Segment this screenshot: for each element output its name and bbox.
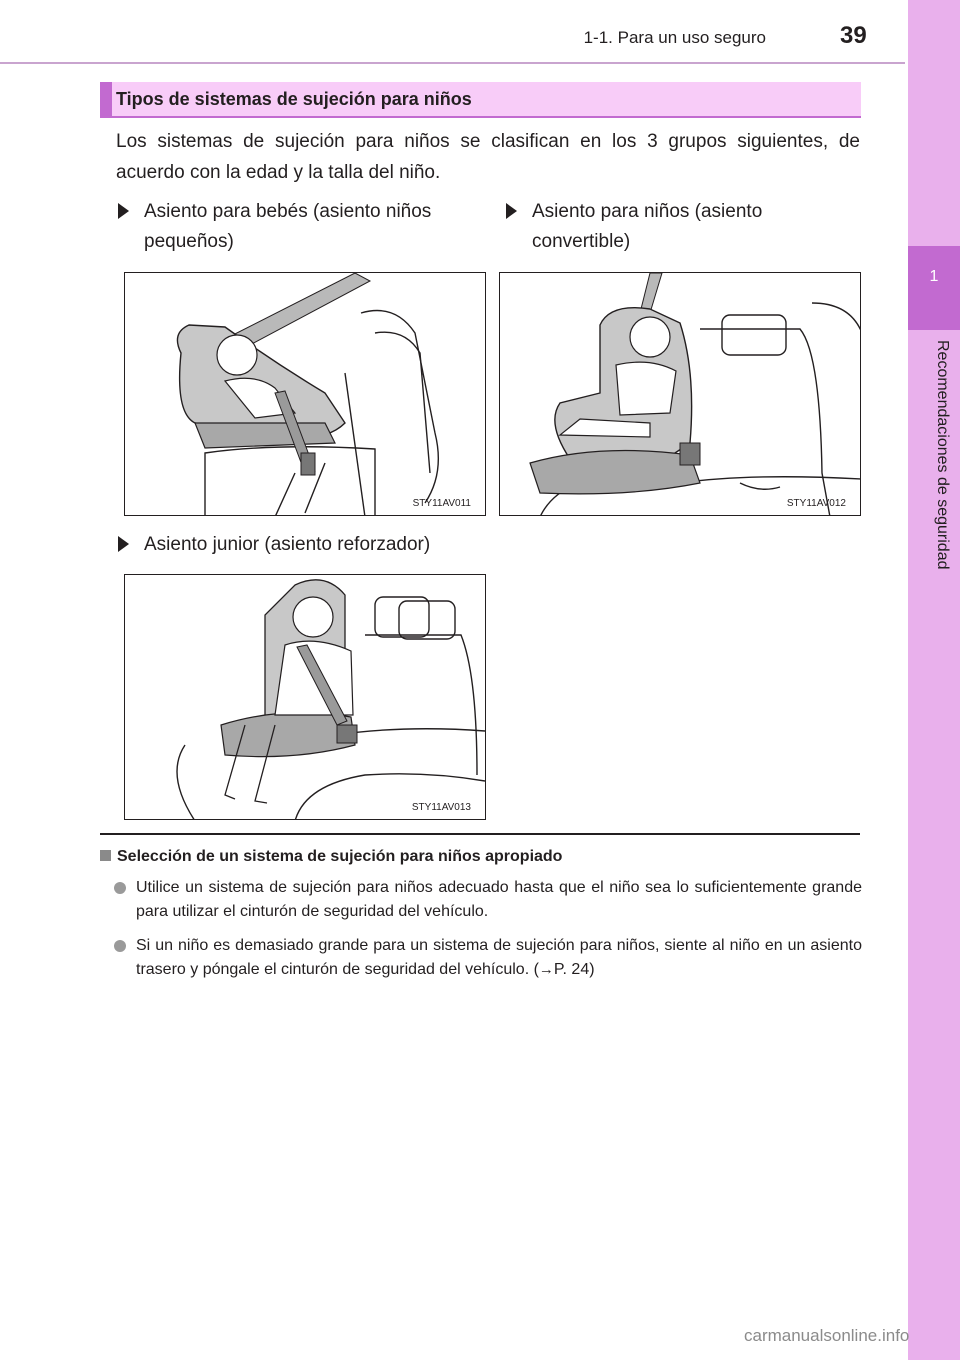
figure-infant-seat	[124, 272, 486, 516]
circle-bullet-icon	[114, 882, 126, 894]
right-arrow-icon: →	[538, 961, 554, 978]
figure-caption-convertible	[506, 197, 856, 257]
convertible-seat-illustration	[500, 273, 861, 516]
bullet-item	[114, 934, 862, 982]
section-title-bar	[100, 82, 861, 118]
bullet-text: Utilice un sistema de sujeción para niños adecuado hasta que el niño sea lo suficientemente grande para utilizar el cinturón de seguridad del vehículo.	[136, 879, 862, 920]
infant-seat-illustration	[125, 273, 486, 516]
figure-booster-seat	[124, 574, 486, 820]
caption-line: convertible)	[532, 231, 631, 252]
bullet-text: Si un niño es demasiado grande para un sistema de sujeción para niños, siente al niño en un asiento trasero y póngale el cinturón de seguridad del vehículo. (	[136, 937, 862, 978]
watermark: carmanualsonline.info	[744, 1326, 910, 1345]
figure-code: STY11AV012	[786, 498, 846, 509]
chapter-side-tab	[908, 0, 960, 1360]
figure-caption-booster	[118, 530, 480, 560]
caption-line: Asiento para niños (asiento	[532, 201, 763, 222]
subsection-heading	[100, 848, 562, 866]
figure-convertible-seat	[499, 272, 861, 516]
figure-code: STY11AV011	[412, 498, 471, 509]
circle-bullet-icon	[114, 940, 126, 952]
chapter-label: Recomendaciones de seguridad	[934, 340, 951, 570]
caption-line: Asiento junior (asiento reforzador)	[144, 534, 431, 555]
page-reference-link[interactable]: P. 24)	[553, 961, 595, 978]
page-number: 39	[840, 22, 867, 49]
section-divider	[100, 833, 860, 835]
caption-line: Asiento para bebés (asiento niños	[144, 201, 432, 222]
figure-code: STY11AV013	[411, 802, 471, 813]
booster-seat-illustration	[125, 575, 486, 820]
bullet-item	[114, 876, 862, 924]
figure-caption-infant	[118, 197, 480, 257]
running-header: 1-1. Para un uso seguro	[583, 28, 766, 47]
triangle-bullet-icon	[118, 536, 129, 552]
header-rule	[0, 62, 905, 64]
caption-line: pequeños)	[144, 231, 234, 252]
square-bullet-icon	[100, 850, 111, 861]
section-title: Tipos de sistemas de sujeción para niños	[116, 89, 472, 109]
triangle-bullet-icon	[506, 203, 517, 219]
subsection-heading-text: Selección de un sistema de sujeción para niños apropiado	[117, 848, 563, 865]
triangle-bullet-icon	[118, 203, 129, 219]
intro-paragraph: Los sistemas de sujeción para niños se clasifican en los 3 grupos siguientes, de acuerdo con la edad y la talla del niño.	[116, 131, 860, 183]
chapter-number-tab: 1	[908, 246, 960, 330]
